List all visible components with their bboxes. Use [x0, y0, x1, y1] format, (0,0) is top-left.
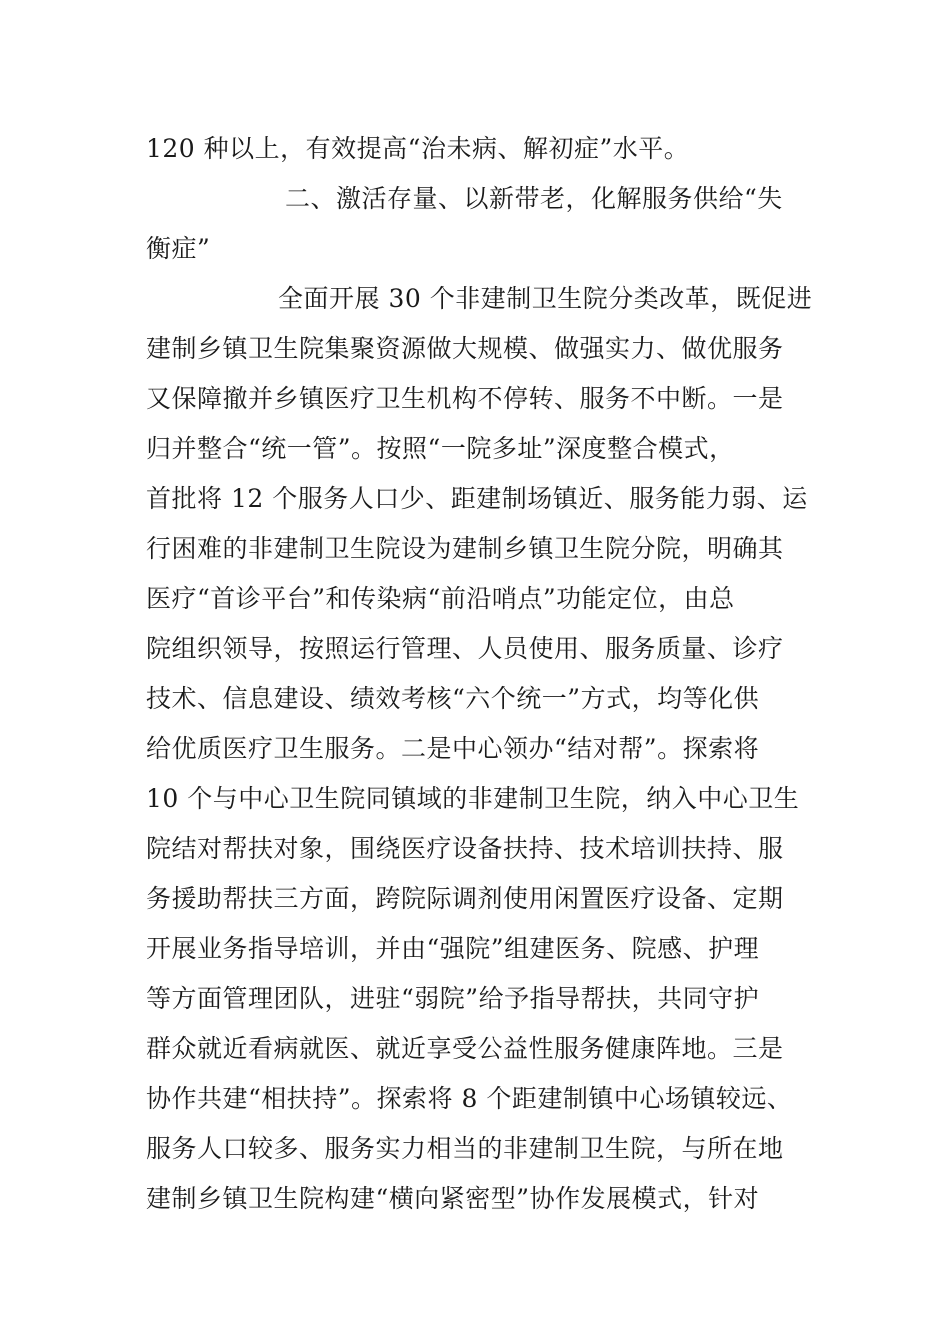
text-line: 行困难的非建制卫生院设为建制乡镇卫生院分院，明确其 — [146, 534, 784, 563]
section-heading: 二、激活存量、以新带老，化解服务供给“失 — [285, 184, 783, 213]
text-line: 医疗“首诊平台”和传染病“前沿哨点”功能定位，由总 — [146, 584, 735, 613]
text-line: 开展业务指导培训，并由“强院”组建医务、院感、护理 — [146, 934, 760, 963]
text-line: 120 种以上，有效提高“治未病、解初症”水平。 — [146, 134, 690, 163]
text-line: 10 个与中心卫生院同镇域的非建制卫生院，纳入中心卫生 — [146, 784, 800, 813]
text-line: 等方面管理团队，进驻“弱院”给予指导帮扶，共同守护 — [146, 984, 760, 1013]
text-line: 又保障撤并乡镇医疗卫生机构不停转、服务不中断。一是 — [146, 384, 784, 413]
text-line: 服务人口较多、服务实力相当的非建制卫生院，与所在地 — [146, 1134, 784, 1163]
text-line: 归并整合“统一管”。按照“一院多址”深度整合模式， — [146, 434, 735, 463]
text-line: 建制乡镇卫生院集聚资源做大规模、做强实力、做优服务 — [146, 334, 784, 363]
text-line: 务援助帮扶三方面，跨院际调剂使用闲置医疗设备、定期 — [146, 884, 784, 913]
text-line: 协作共建“相扶持”。探索将 8 个距建制镇中心场镇较远、 — [146, 1084, 793, 1113]
text-line: 群众就近看病就医、就近享受公益性服务健康阵地。三是 — [146, 1034, 784, 1063]
text-line: 全面开展 30 个非建制卫生院分类改革，既促进 — [278, 284, 813, 313]
section-heading-continued: 衡症” — [146, 234, 211, 263]
text-line: 给优质医疗卫生服务。二是中心领办“结对帮”。探索将 — [146, 734, 760, 763]
text-line: 建制乡镇卫生院构建“横向紧密型”协作发展模式，针对 — [146, 1184, 760, 1213]
text-line: 技术、信息建设、绩效考核“六个统一”方式，均等化供 — [146, 684, 760, 713]
text-line: 院组织领导，按照运行管理、人员使用、服务质量、诊疗 — [146, 634, 784, 663]
text-line: 首批将 12 个服务人口少、距建制场镇近、服务能力弱、运 — [146, 484, 808, 513]
text-line: 院结对帮扶对象，围绕医疗设备扶持、技术培训扶持、服 — [146, 834, 784, 863]
